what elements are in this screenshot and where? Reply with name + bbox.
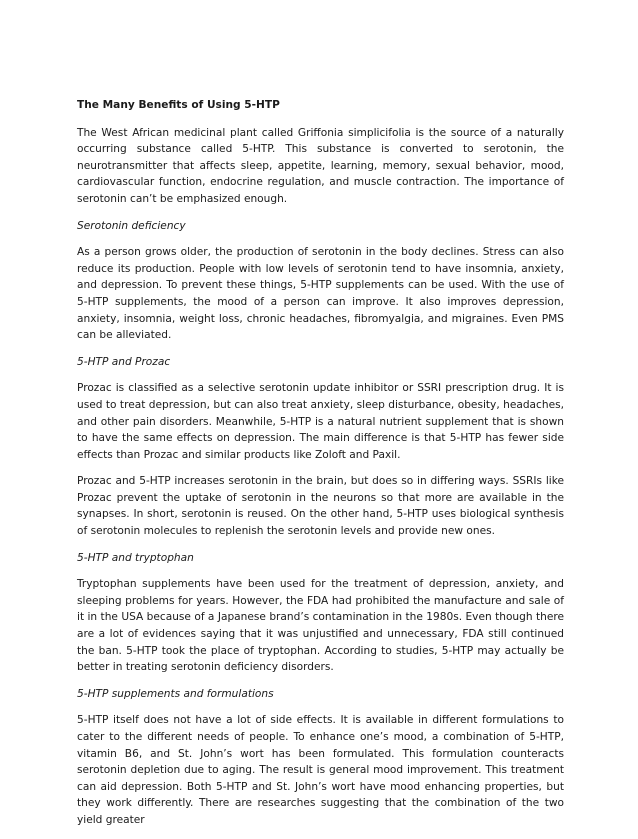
section-heading-supplements-formulations: 5-HTP supplements and formulations xyxy=(77,687,274,700)
intro-paragraph: The West African medicinal plant called Griffonia simplicifolia is the source of a naturally occurring substance called 5-HTP. This substance is converted to serotonin, the neurotransmitter that affects sleep, appetite, learning, memory, sexual behavior, mood, cardiovascular function, endocrine regulation, and muscle contraction. The importance of serotonin can’t be emphasized enough. xyxy=(77,126,564,205)
serotonin-deficiency-paragraph: As a person grows older, the production of serotonin in the body declines. Stress can also reduce its production. People with low levels of serotonin tend to have insomnia, anxiety, and depression. To prevent these things, 5-HTP supplements can be used. With the use of 5-HTP supplements, the mood of a person can improve. It also improves depression, anxiety, insomnia, weight loss, chronic headaches, fibromyalgia, and migraines. Even PMS can be alleviated. xyxy=(77,246,564,342)
document-page xyxy=(77,97,564,839)
tryptophan-paragraph: Tryptophan supplements have been used for the treatment of depression, anxiety, and sleeping problems for years. However, the FDA had prohibited the manufacture and sale of it in the USA because of a Japanese brand’s contamination in the 1980s. Even though there are a lot of evidences saying that it was unjustified and unnecessary, FDA still continued the ban. 5-HTP took the place of tryptophan. According to studies, 5-HTP may actually be better in treating serotonin deficiency disorders. xyxy=(77,578,564,674)
formulations-paragraph: 5-HTP itself does not have a lot of side effects. It is available in different formulations to cater to the different needs of people. To enhance one’s mood, a combination of 5-HTP, vitamin B6, and St. John’s wort has been formulated. This formulation counteracts serotonin depletion due to aging. The result is general mood improvement. This treatment can aid depression. Both 5-HTP and St. John’s wort have mood enhancing properties, but they work differently. There are researches suggesting that the combination of the two yield greater xyxy=(77,714,564,826)
prozac-paragraph-2: Prozac and 5-HTP increases serotonin in the brain, but does so in differing ways. SSRIs like Prozac prevent the uptake of serotonin in the neurons so that more are available in the synapses. In short, serotonin is reused. On the other hand, 5-HTP uses biological synthesis of serotonin molecules to replenish the serotonin levels and provide new ones. xyxy=(77,475,564,538)
section-heading-serotonin-deficiency: Serotonin deficiency xyxy=(77,219,186,232)
document-title: The Many Benefits of Using 5-HTP xyxy=(77,99,280,111)
section-heading-5htp-tryptophan: 5-HTP and tryptophan xyxy=(77,551,194,564)
prozac-paragraph-1: Prozac is classified as a selective serotonin update inhibitor or SSRI prescription drug. It is used to treat depression, but can also treat anxiety, sleep disturbance, obesity, headaches, and other pain disorders. Meanwhile, 5-HTP is a natural nutrient supplement that is shown to have the same effects on depression. The main difference is that 5-HTP has fewer side effects than Prozac and similar products like Zoloft and Paxil. xyxy=(77,382,564,461)
section-heading-5htp-prozac: 5-HTP and Prozac xyxy=(77,355,171,368)
